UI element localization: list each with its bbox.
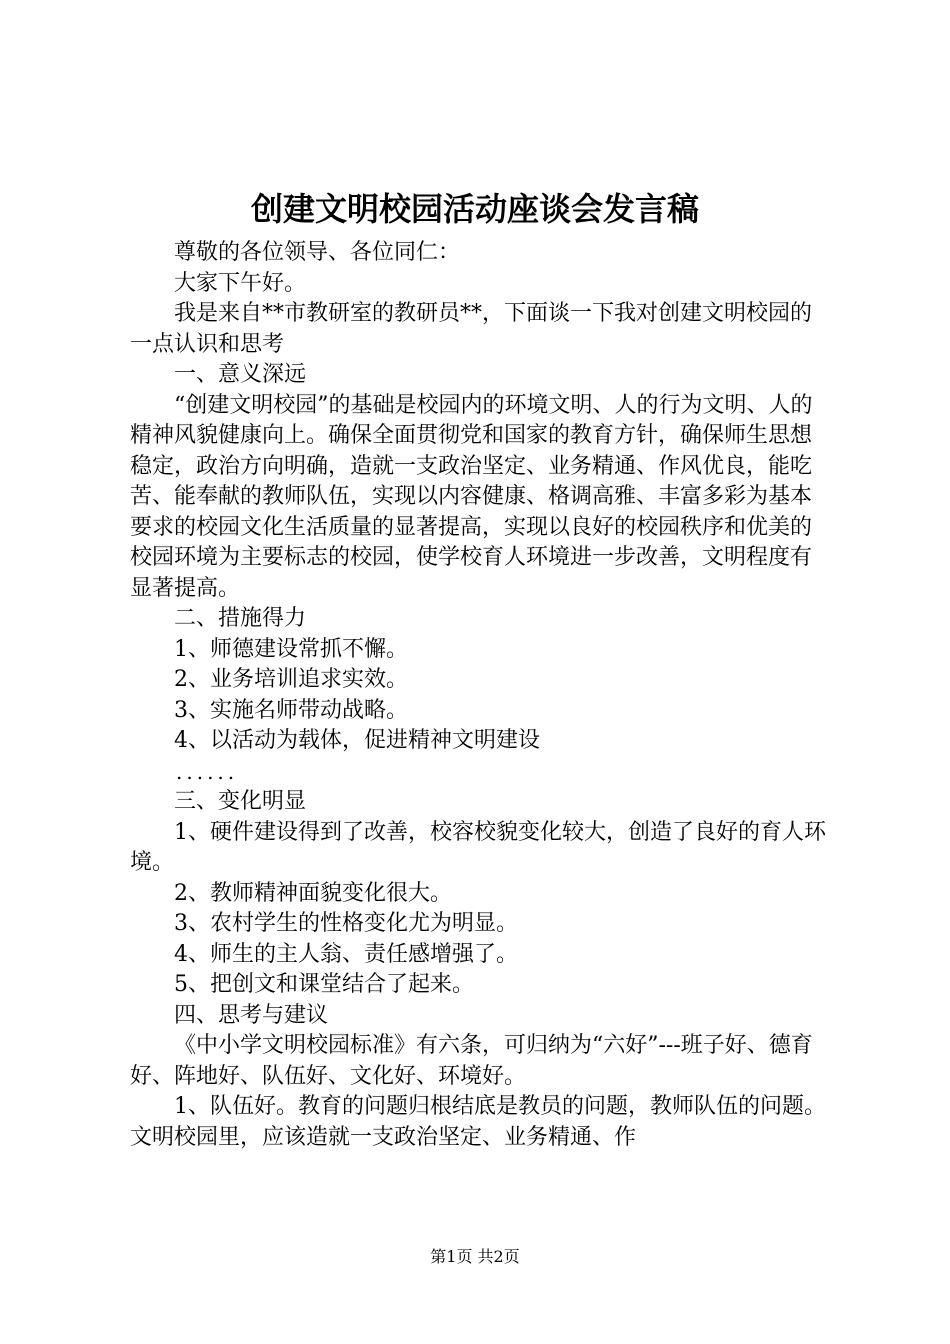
change-item-5: 5、把创文和课堂结合了起来。 — [174, 972, 474, 997]
section-1-paragraph: “创建文明校园”的基础是校园内的环境文明、人的行为文明、人的精神风貌健康向上。确保全面贯彻党和国家的教育方针，确保师生思想稳定，政治方向明确，造就一支政治坚定、业务精通、作风优良，能吃苦、能奉献的教师队伍，实现以内容健康、格调高雅、丰富多彩为基本要求的校园文化生活质量的显著提高，实现以良好的校园秩序和优美的校园环境为主要标志的校园，使学校育人环境进一步改善，文明程度有显著提高。 — [130, 392, 813, 601]
section-heading-3: 三、变化明显 — [174, 789, 307, 814]
greeting: 大家下午好。 — [174, 270, 307, 296]
change-item-3: 3、农村学生的性格变化尤为明显。 — [174, 911, 518, 936]
section-heading-2: 二、措施得力 — [174, 606, 307, 631]
page-footer: 第1页 共2页 — [430, 1247, 520, 1266]
ellipsis: ...... — [176, 759, 239, 784]
change-item-1: 1、硬件建设得到了改善，校容校貌变化较大，创造了良好的育人环境。 — [130, 819, 826, 875]
document-title: 创建文明校园活动座谈会发言稿 — [250, 190, 699, 228]
suggestion-item-1: 1、队伍好。教育的问题归根结底是教员的问题，教师队伍的问题。文明校园里，应该造就一支政治坚定、业务精通、作 — [130, 1094, 826, 1150]
standards-paragraph: 《中小学文明校园标准》有六条，可归纳为“六好”---班子好、德育好、阵地好、队伍好、文化好、环境好。 — [130, 1033, 813, 1089]
salutation: 尊敬的各位领导、各位同仁： — [174, 240, 461, 265]
measure-item-4: 4、以活动为载体，促进精神文明建设 — [174, 728, 540, 753]
self-introduction: 我是来自**市教研室的教研员**，下面谈一下我对创建文明校园的一点认识和思考 — [130, 301, 813, 357]
measure-item-3: 3、实施名师带动战略。 — [174, 697, 408, 723]
change-item-4: 4、师生的主人翁、责任感增强了。 — [174, 941, 518, 967]
measure-item-2: 2、业务培训追求实效。 — [174, 667, 408, 692]
change-item-2: 2、教师精神面貌变化很大。 — [174, 880, 452, 906]
section-heading-4: 四、思考与建议 — [174, 1002, 329, 1028]
section-heading-1: 一、意义深远 — [174, 362, 307, 387]
measure-item-1: 1、师德建设常抓不懈。 — [174, 636, 408, 662]
document-body — [130, 238, 830, 1153]
